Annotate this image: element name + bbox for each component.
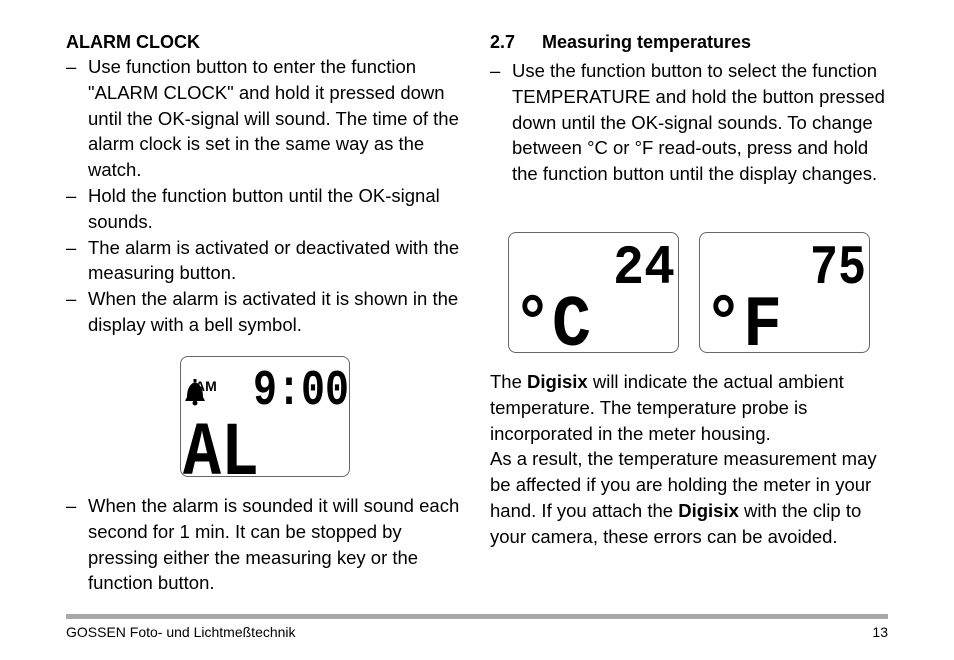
text-run: As a result, the temperature measurement may be affected if you are holding the meter in your hand. If you attach the — [490, 448, 877, 521]
fahrenheit-lcd-display — [699, 232, 870, 367]
temperature-instructions-list — [490, 58, 890, 187]
list-item: – Use function button to enter the function "ALARM CLOCK" and hold it pressed down until the OK-signal will sound. The time of the alarm clock is set in the same way as the watch. — [66, 54, 461, 183]
section-heading-alarm-clock: ALARM CLOCK — [66, 32, 200, 52]
right-column-bottom — [490, 369, 890, 550]
list-item: – Use the function button to select the function TEMPERATURE and hold the button pressed down until the OK-signal sounds. To change between °C or °F read-outs, press and hold the function button until the display changes. — [490, 58, 890, 187]
alarm-instructions-list — [66, 54, 461, 338]
fahrenheit-unit-readout: °F — [704, 285, 782, 367]
page-number: 13 — [872, 624, 888, 640]
left-column — [66, 30, 461, 338]
text-run: The — [490, 371, 528, 392]
right-column — [490, 30, 890, 187]
alarm-sound-list — [66, 493, 461, 596]
footer-rule — [66, 614, 888, 619]
section-number: 2.7 — [490, 32, 516, 52]
fahrenheit-value-readout: 75 — [810, 236, 866, 300]
list-item: – The alarm is activated or deactivated with the measuring button. — [66, 235, 461, 287]
list-item: – When the alarm is sounded it will sound each second for 1 min. It can be stopped by pressing either the measuring key or the function button. — [66, 493, 461, 596]
text-run: with the clip to your camera, these errors can be avoided. — [490, 499, 862, 547]
digisix-paragraph-2 — [490, 446, 890, 549]
alarm-lcd-display — [180, 356, 350, 497]
text-run: will indicate the actual ambient temperature. The temperature probe is incorporated in the meter housing. — [490, 371, 844, 444]
celsius-unit-readout: °C — [513, 285, 591, 367]
brand-name: Digisix — [527, 371, 588, 392]
footer-company: GOSSEN Foto- und Lichtmeßtechnik — [66, 624, 296, 640]
section-heading-measuring-temperatures — [490, 30, 890, 54]
celsius-value-readout: 24 — [613, 236, 675, 300]
left-column-bottom — [66, 493, 461, 596]
digisix-paragraph-1 — [490, 369, 890, 446]
section-title: Measuring temperatures — [542, 32, 752, 52]
alarm-lcd-graphic — [181, 357, 349, 497]
alarm-mode-readout: AL — [183, 411, 259, 497]
list-item: – When the alarm is activated it is shown in the display with a bell symbol. — [66, 286, 461, 338]
list-item: – Hold the function button until the OK-signal sounds. — [66, 183, 461, 235]
celsius-lcd-display — [508, 232, 679, 367]
alarm-time-readout: 9:00 — [253, 363, 349, 420]
am-indicator: AM — [195, 378, 217, 394]
brand-name: Digisix — [678, 499, 739, 521]
